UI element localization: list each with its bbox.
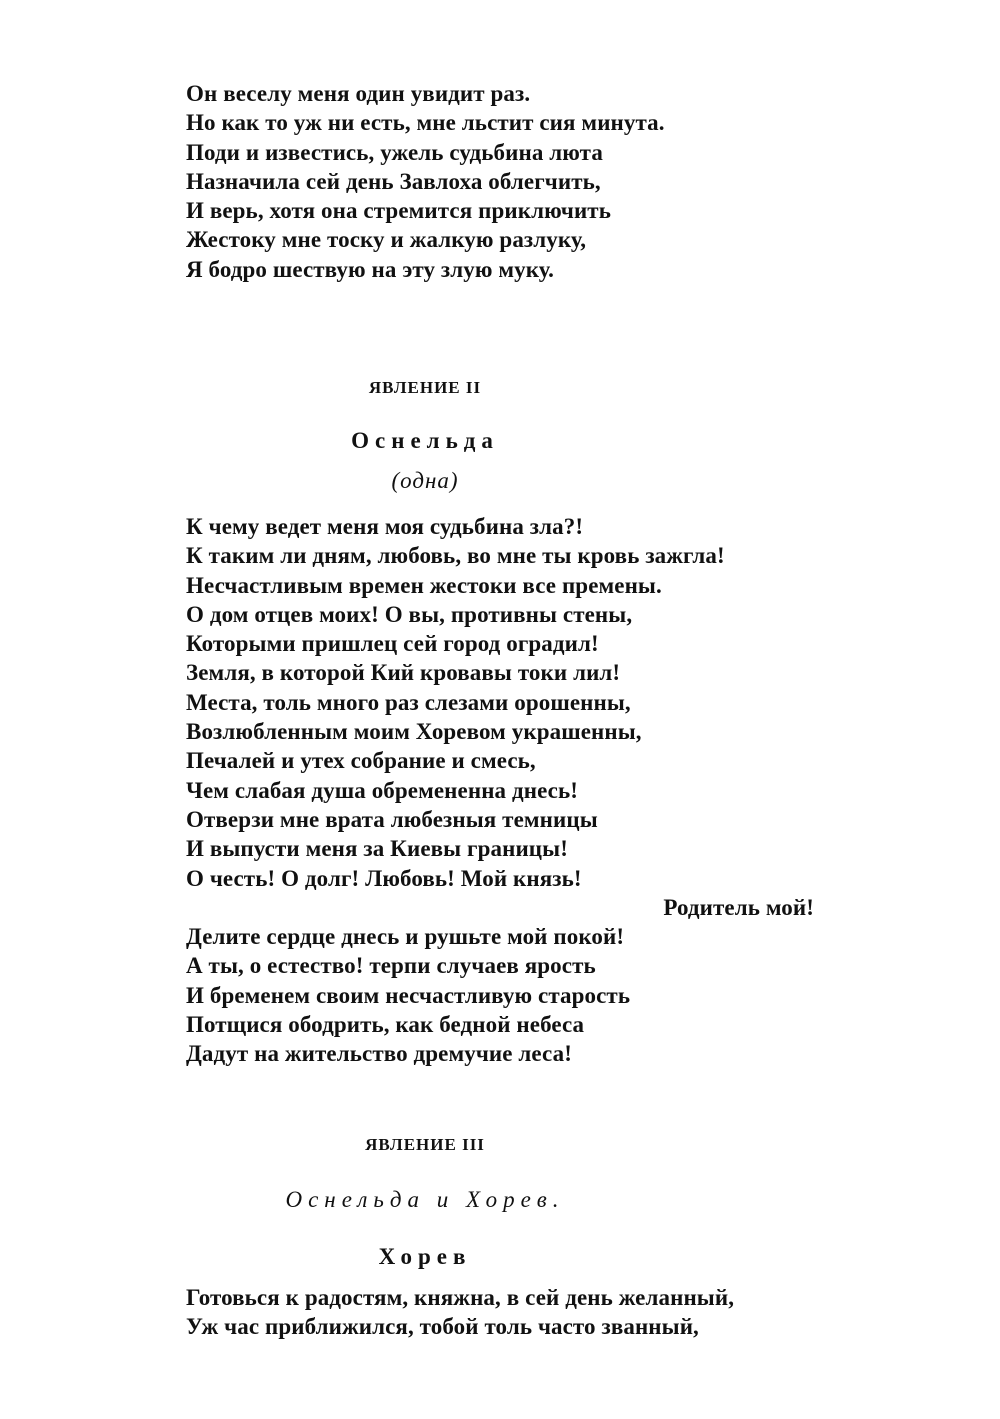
scene-2-heading: ЯВЛЕНИЕ II: [368, 378, 482, 397]
verse-line: Жестоку мне тоску и жалкую разлуку,: [186, 227, 587, 253]
verse-line: И верь, хотя она стремится приключить: [186, 198, 611, 224]
verse-line: Но как то уж ни есть, мне льстит сия минута.: [186, 110, 665, 136]
verse-block-scene-2: [186, 512, 826, 1069]
verse-line: Делите сердце днесь и рушьте мой покой!: [186, 924, 625, 950]
verse-line: Потщися ободрить, как бедной небеса: [186, 1012, 585, 1038]
verse-line: Земля, в которой Кий кровавы токи лил!: [186, 660, 621, 686]
verse-line: И выпусти меня за Киевы границы!: [186, 836, 568, 862]
verse-line: И бременем своим несчастливую старость: [186, 982, 631, 1008]
verse-line: Несчастливым времен жестоки все премены.: [186, 572, 662, 598]
verse-line: К таким ли дням, любовь, во мне ты кровь зажгла!: [186, 543, 725, 569]
verse-line: Возлюбленным моим Хоревом украшенны,: [186, 719, 642, 745]
verse-line: Я бодро шествую на эту злую муку.: [186, 256, 554, 282]
scene-3-heading: ЯВЛЕНИЕ III: [365, 1135, 485, 1154]
verse-line: К чему ведет меня моя судьбина зла?!: [186, 514, 584, 539]
verse-line: Готовься к радостям, княжна, в сей день желанный,: [186, 1285, 735, 1310]
verse-line: О честь! О долг! Любовь! Мой князь!: [186, 865, 582, 891]
verse-line: Отверзи мне врата любезныя темницы: [186, 806, 598, 832]
verse-line-continuation: Родитель мой!: [663, 894, 814, 920]
verse-line: Он веселу меня один увидит раз.: [186, 81, 531, 106]
scene-3-stage-direction: Оснельда и Хорев.: [285, 1187, 565, 1212]
verse-line: Печалей и утех собрание и смесь,: [186, 748, 536, 774]
verse-line: Уж час приближился, тобой толь часто званный,: [186, 1314, 699, 1340]
verse-line: О дом отцев моих! О вы, противны стены,: [186, 601, 633, 627]
scene-2-speaker: Оснельда: [351, 428, 499, 453]
verse-line: Назначила сей день Завлоха облегчить,: [186, 168, 601, 194]
verse-block-scene-3: [186, 1283, 826, 1342]
scene-2-stage-direction: (одна): [391, 468, 459, 493]
verse-line: Поди и известись, ужель судьбина люта: [186, 139, 603, 165]
verse-block-opening: [186, 79, 826, 284]
verse-line: Которыми пришлец сей город оградил!: [186, 631, 599, 657]
scene-3-speaker: Хорев: [378, 1244, 472, 1269]
verse-line: Места, толь много раз слезами орошенны,: [186, 689, 631, 715]
verse-line: Чем слабая душа обремененна днесь!: [186, 777, 579, 803]
verse-line: Дадут на жительство дремучие леса!: [186, 1041, 572, 1067]
verse-line: А ты, о естество! терпи случаев ярость: [186, 953, 596, 979]
